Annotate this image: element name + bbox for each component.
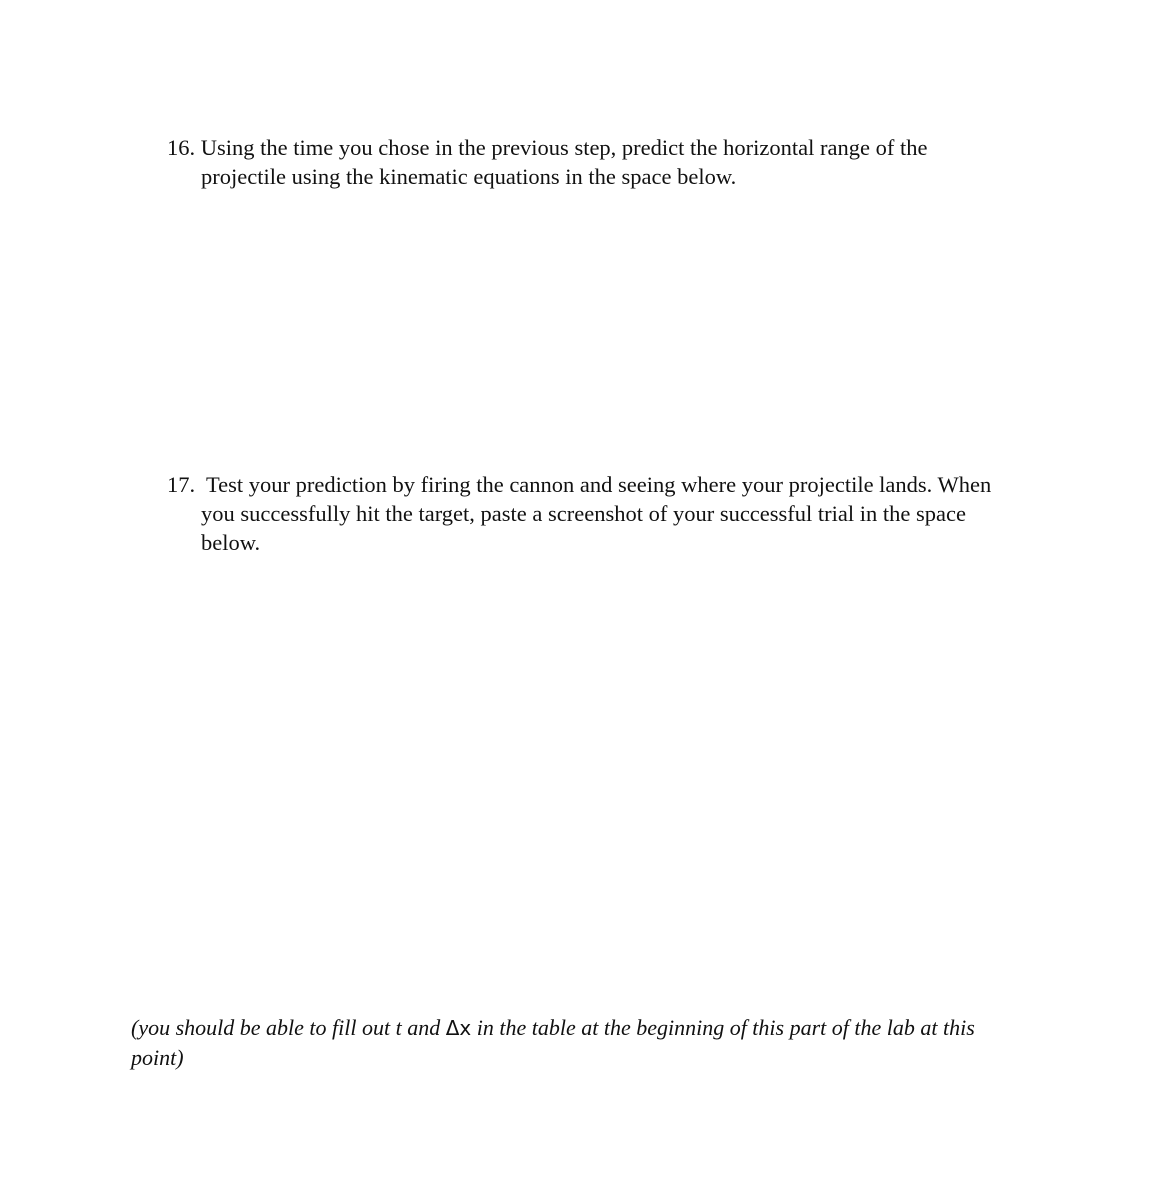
question-16 [167,133,967,191]
table-note-part-2: in the table at the beginning of this part of the lab at this [471,1015,975,1040]
question-17 [167,470,1027,557]
question-17-text-line-3: below. [201,530,261,555]
question-16-text-line-1: Using the time you chose in the previous step, predict the horizontal range of the [200,135,928,160]
delta-x-symbol: Δx [445,1016,472,1040]
question-16-line-1 [167,133,967,162]
table-note [131,1013,1031,1072]
question-17-line-1 [167,470,1027,499]
question-16-number: 16. [167,135,196,160]
table-note-line-1 [131,1013,1031,1043]
question-17-text-line-1: Test your prediction by firing the cannon and seeing where your projectile lands. When [205,472,992,497]
question-16-text-line-2: projectile using the kinematic equations in the space below. [201,164,737,189]
question-17-number: 17. [167,472,196,497]
table-note-part-1: (you should be able to fill out t and [131,1015,446,1040]
table-note-line-2: point) [131,1045,184,1070]
question-17-text-line-2: you successfully hit the target, paste a screenshot of your successful trial in the space [201,501,966,526]
